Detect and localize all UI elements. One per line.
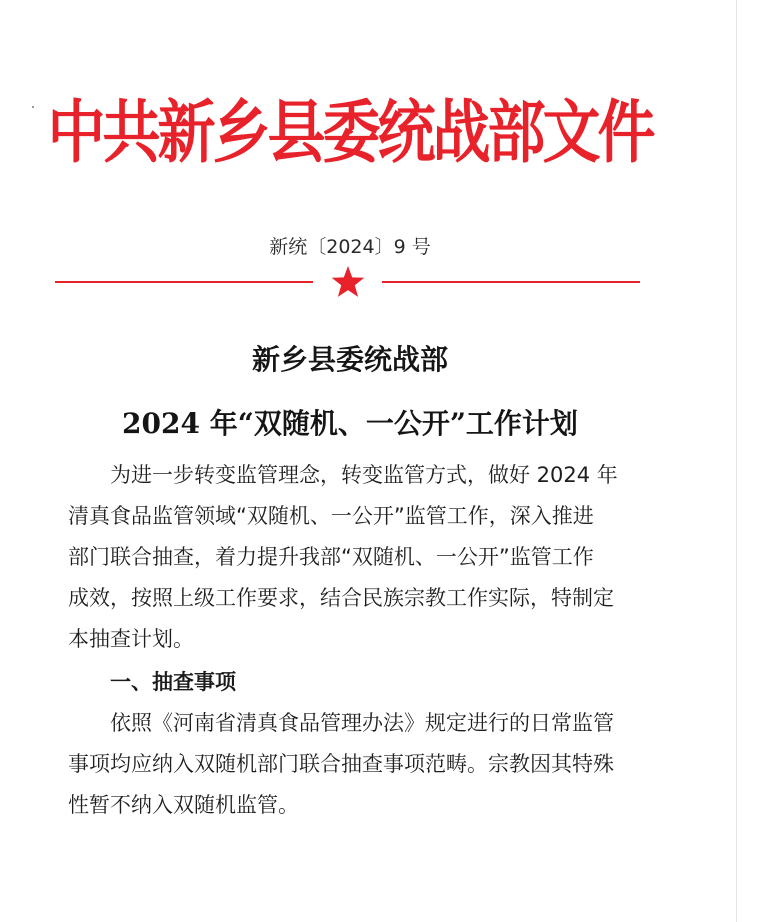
paragraph-line: 本抽查计划。 (68, 627, 194, 651)
red-divider-right (382, 281, 640, 283)
red-header-title: 中共新乡县委统战部文件 (47, 92, 653, 173)
red-divider-left (55, 281, 313, 283)
doc-title-line2: 2024 年“双随机、一公开”工作计划 (122, 407, 578, 440)
document-number: 新统〔2024〕9 号 (269, 236, 431, 258)
intro-paragraph (68, 455, 628, 660)
paragraph-line: 成效，按照上级工作要求，结合民族宗教工作实际，特制定 (68, 586, 614, 610)
paragraph-line: 部门联合抽查，着力提升我部“双随机、一公开”监管工作 (68, 545, 594, 569)
scan-speck (32, 106, 34, 108)
red-star-icon (330, 265, 366, 299)
paragraph-line: 清真食品监管领域“双随机、一公开”监管工作，深入推进 (68, 504, 594, 528)
paragraph-line: 为进一步转变监管理念，转变监管方式，做好 2024 年 (110, 463, 618, 487)
paragraph-line: 依照《河南省清真食品管理办法》规定进行的日常监管 (110, 711, 614, 735)
paragraph-line: 事项均应纳入双随机部门联合抽查事项范畴。宗教因其特殊 (68, 752, 614, 776)
paragraph-line: 性暂不纳入双随机监管。 (68, 793, 299, 817)
page-edge-divider (736, 0, 737, 922)
doc-title-line1: 新乡县委统战部 (251, 343, 448, 376)
section-heading: 一、抽查事项 (110, 670, 236, 694)
section1-paragraph (68, 703, 628, 826)
